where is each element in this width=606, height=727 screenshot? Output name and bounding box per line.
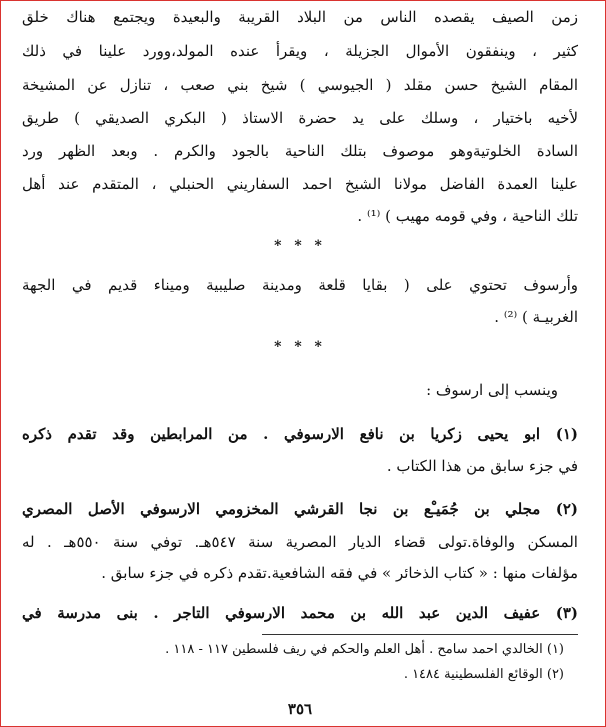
paragraph1-line-2: كثير ، وينفقون الأموال الجزيلة ، ويقرأ عنده المولد،وورد علينا في ذلك [22, 42, 578, 60]
paragraph1-line-4: لأخيه باختيار ، وسلك على يد حضرة الاستاذ ( البكري الصديقي ) طريق [22, 109, 578, 127]
paragraph2-line-2: الغربيـة ) ⁽²⁾ . [494, 308, 578, 326]
paragraph1-line-5: السادة الخلوتيةوهو موصوف بتلك الناحية بالجود والكرم . وبعد الظهر ورد [22, 142, 578, 160]
page-number: ٣٥٦ [287, 700, 313, 718]
paragraph1-line-7: تلك الناحية ، وفي قومه مهيب ) ⁽¹⁾ . [357, 207, 578, 225]
footnote-1: (١) الخالدي احمد سامح . أهل العلم والحكم في ريف فلسطين ١١٧ - ١١٨ . [165, 642, 564, 657]
entry-1-line-1: (١) ابو يحيى زكريا بن نافع الارسوفي . من المرابطين وقد تقدم ذكره [22, 425, 578, 443]
entry-2-line-1: (٢) مجلي بن جُمَيـْع بن نجا القرشي المخزومي الارسوفي الأصل المصري [22, 500, 578, 518]
entry-2-line-2: المسكن والوفاة.تولى قضاء الديار المصرية سنة ٥٤٧هـ. توفي سنة ٥٥٠هـ . له [22, 533, 578, 551]
entry-1-line-2: في جزء سابق من هذا الكتاب . [386, 457, 578, 475]
section-separator: * * * [274, 339, 326, 355]
attribution-intro: وينسب إلى ارسوف : [426, 381, 558, 399]
footnote-rule [262, 634, 578, 635]
paragraph2-line-1: وأرسوف تحتوي على ( بقايا قلعة ومدينة صليبية وميناء قديم في الجهة [22, 276, 578, 294]
section-separator: * * * [274, 238, 326, 254]
paragraph1-line-6: علينا العمدة الفاضل مولانا الشيخ احمد السفاريني الحنبلي ، المتقدم عند أهل [22, 175, 578, 193]
document-page [22, 0, 578, 727]
paragraph1-line-1: زمن الصيف يقصده الناس من البلاد القريبة والبعيدة ويجتمع هناك خلق [22, 8, 578, 26]
footnote-2: (٢) الوقائع الفلسطينية ١٤٨٤ . [403, 667, 564, 682]
entry-2-line-3: مؤلفات منها : « كتاب الذخائر » في فقه الشافعية.تقدم ذكره في جزء سابق . [101, 564, 578, 582]
paragraph1-line-3: المقام الشيخ حسن مقلد ( الجيوسي ) شيخ بني صعب ، تنازل عن المشيخة [22, 76, 578, 94]
entry-3-line-1: (٣) عفيف الدين عبد الله بن محمد الارسوفي التاجر . بنى مدرسة في [22, 604, 578, 622]
